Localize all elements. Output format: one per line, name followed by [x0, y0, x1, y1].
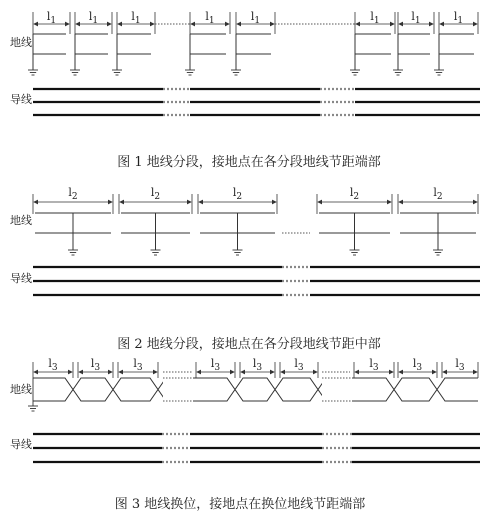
figure-3-segment-label: $l_3$ — [252, 357, 263, 373]
figure-1-segment-label: $l_1$ — [370, 10, 380, 26]
figure-2-ground-wire-segments — [33, 186, 478, 255]
figure-1-conductors — [33, 89, 480, 115]
figure-3-segment-label: $l_3$ — [412, 357, 423, 373]
figure-3-conductors — [33, 434, 480, 462]
figure-1-dimension-row — [33, 10, 478, 34]
figure-2-segment-label: $l_2$ — [150, 186, 161, 202]
figure-1-caption: 图 1 地线分段，接地点在各分段地线节距端部 — [117, 155, 381, 170]
figure-1-conductor-label: 导线 — [10, 93, 32, 106]
figure-2-segment-label: $l_2$ — [433, 186, 443, 202]
figure-3-transposed-ground-wires — [33, 375, 478, 405]
figure-2-segment-label: $l_2$ — [68, 186, 78, 202]
figure-2-ground-wire-label: 地线 — [10, 214, 32, 227]
figure-1-segment-label: $l_1$ — [46, 10, 57, 26]
figure-3-dimension-row — [33, 357, 478, 378]
figure-3-ground-wire — [33, 378, 478, 401]
figure-1 — [10, 10, 480, 170]
figure-3-caption: 图 3 地线换位，接地点在换位地线节距端部 — [114, 497, 366, 512]
figure-1-segment-label: $l_1$ — [411, 10, 421, 26]
figure-3-segment-label: $l_3$ — [90, 357, 101, 373]
figure-2 — [10, 186, 480, 352]
figure-3-ground-wire-label: 地线 — [10, 383, 32, 396]
figure-1-ground-wire-segments — [28, 34, 474, 75]
figure-1-segment-label: $l_1$ — [205, 10, 215, 26]
figure-3-segment-label: $l_3$ — [48, 357, 58, 373]
figure-3-segment-label: $l_3$ — [455, 357, 465, 373]
figure-2-segment-label: $l_2$ — [349, 186, 360, 202]
figure-3-segment-label: $l_3$ — [133, 357, 143, 373]
figure-3 — [10, 357, 480, 512]
figure-3-segment-label: $l_3$ — [294, 357, 304, 373]
figure-2-conductor-label: 导线 — [10, 272, 32, 285]
figure-3-ground-wire — [33, 378, 478, 401]
figure-1-segment-label: $l_1$ — [88, 10, 99, 26]
figure-1-segment-label: $l_1$ — [250, 10, 261, 26]
figure-2-caption: 图 2 地线分段，接地点在各分段地线节距中部 — [117, 337, 381, 352]
figure-2-conductors — [33, 267, 480, 295]
figure-3-segment-label: $l_3$ — [369, 357, 379, 373]
figure-2-segment-label: $l_2$ — [232, 186, 243, 202]
figure-1-segment-label: $l_1$ — [453, 10, 464, 26]
figure-3-conductor-label: 导线 — [10, 438, 32, 451]
figure-3-segment-label: $l_3$ — [210, 357, 221, 373]
figure-1-segment-label: $l_1$ — [131, 10, 141, 26]
figure-1-ground-wire-label: 地线 — [10, 36, 32, 49]
